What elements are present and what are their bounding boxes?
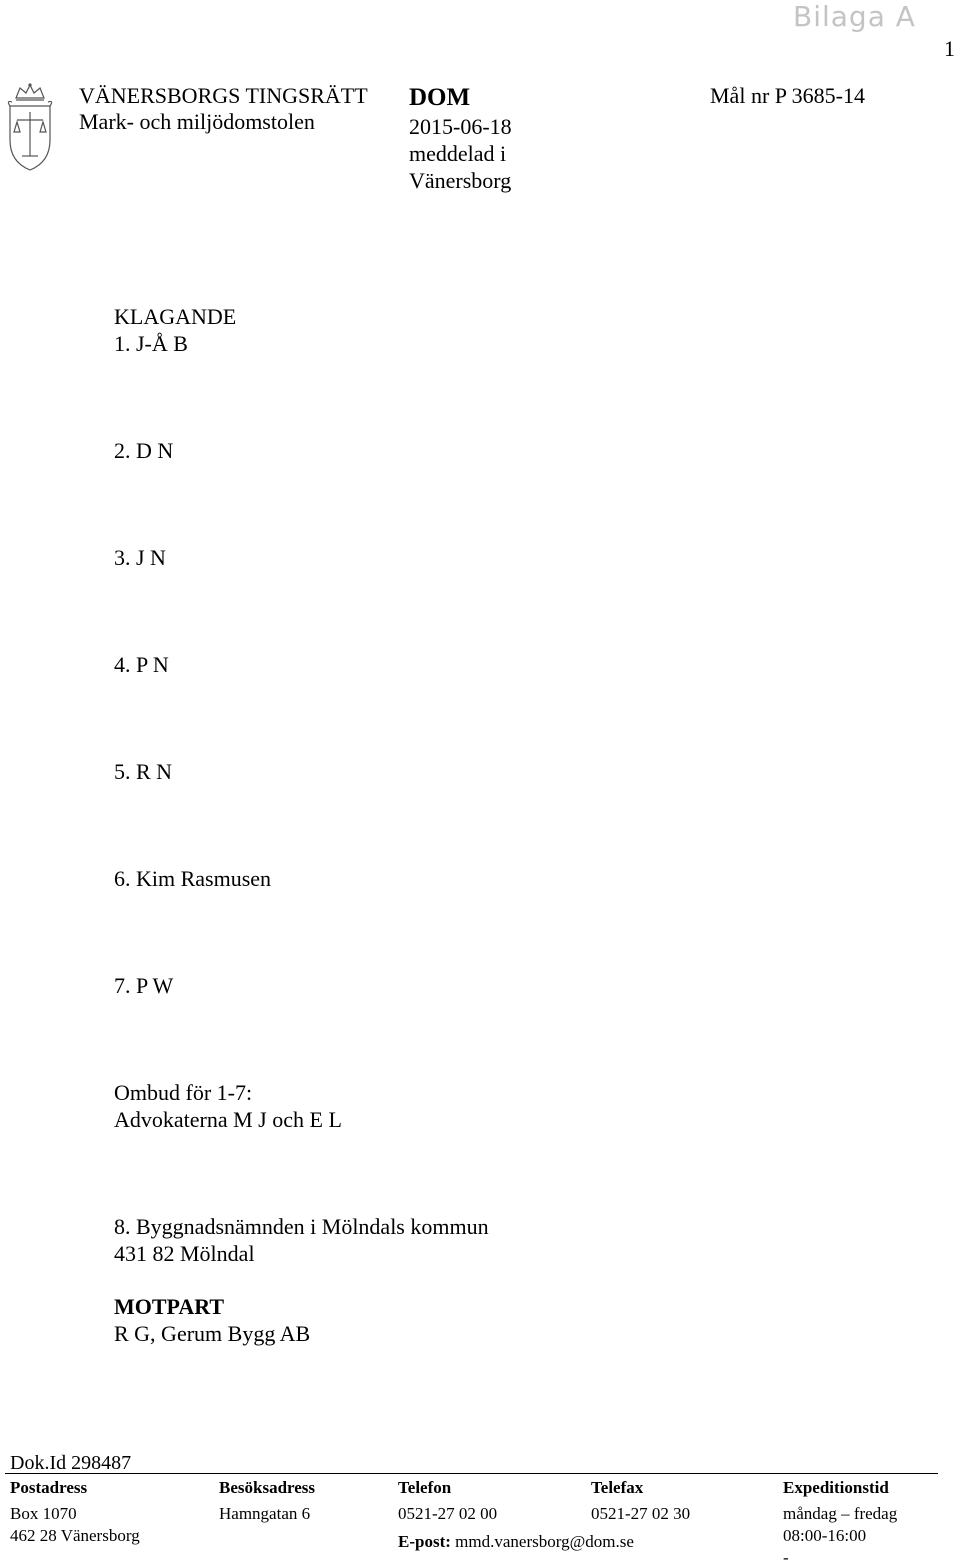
footer-hours-time: 08:00-16:00	[783, 1526, 867, 1545]
footer-postadress-line2: 462 28 Vänersborg	[10, 1526, 140, 1545]
footer-hours-days: måndag – fredag	[783, 1504, 898, 1523]
issued-place: Vänersborg	[409, 168, 512, 193]
counsel-label: Ombud för 1-7:	[114, 1080, 253, 1105]
klagande-heading: KLAGANDE	[114, 304, 237, 329]
court-seal-icon	[4, 82, 56, 174]
footer-email	[398, 1531, 634, 1552]
footer-email-address[interactable]: mmd.vanersborg@dom.se	[455, 1532, 634, 1551]
motpart-name: R G, Gerum Bygg AB	[114, 1321, 311, 1346]
counsel-name: Advokaterna M J och E L	[114, 1107, 342, 1132]
party-5: 5. R N	[114, 759, 173, 784]
party-2: 2. D N	[114, 438, 174, 463]
footer-divider	[5, 1473, 938, 1474]
court-division: Mark- och miljödomstolen	[79, 109, 315, 134]
footer-header-postadress: Postadress	[10, 1478, 88, 1497]
issued-label: meddelad i	[409, 141, 507, 166]
bilaga-stamp: Bilaga A	[793, 0, 916, 33]
court-name: VÄNERSBORGS TINGSRÄTT	[79, 83, 368, 108]
footer-email-label: E-post:	[398, 1532, 451, 1551]
case-number: Mål nr P 3685-14	[710, 83, 866, 108]
footer-header-besoksadress: Besöksadress	[219, 1478, 316, 1497]
page-number: 1	[944, 36, 955, 61]
motpart-heading: MOTPART	[114, 1294, 225, 1319]
footer-telefon: 0521-27 02 00	[398, 1504, 498, 1523]
party-4: 4. P N	[114, 652, 169, 677]
document-type: DOM	[409, 84, 471, 111]
party-8-address: 431 82 Mölndal	[114, 1241, 255, 1266]
footer-header-telefon: Telefon	[398, 1478, 452, 1497]
party-8: 8. Byggnadsnämnden i Mölndals kommun	[114, 1214, 489, 1239]
party-1: 1. J-Å B	[114, 331, 188, 356]
party-7: 7. P W	[114, 973, 174, 998]
footer-postadress-line1: Box 1070	[10, 1504, 77, 1523]
document-id: Dok.Id 298487	[10, 1452, 132, 1474]
footer-telefax: 0521-27 02 30	[591, 1504, 691, 1523]
footer-header-telefax: Telefax	[591, 1478, 644, 1497]
footer-besoksadress: Hamngatan 6	[219, 1504, 311, 1523]
footer-hours-dash: -	[783, 1548, 789, 1567]
party-3: 3. J N	[114, 545, 166, 570]
footer-header-expeditionstid: Expeditionstid	[783, 1478, 889, 1497]
party-6: 6. Kim Rasmusen	[114, 866, 272, 891]
document-date: 2015-06-18	[409, 114, 512, 139]
